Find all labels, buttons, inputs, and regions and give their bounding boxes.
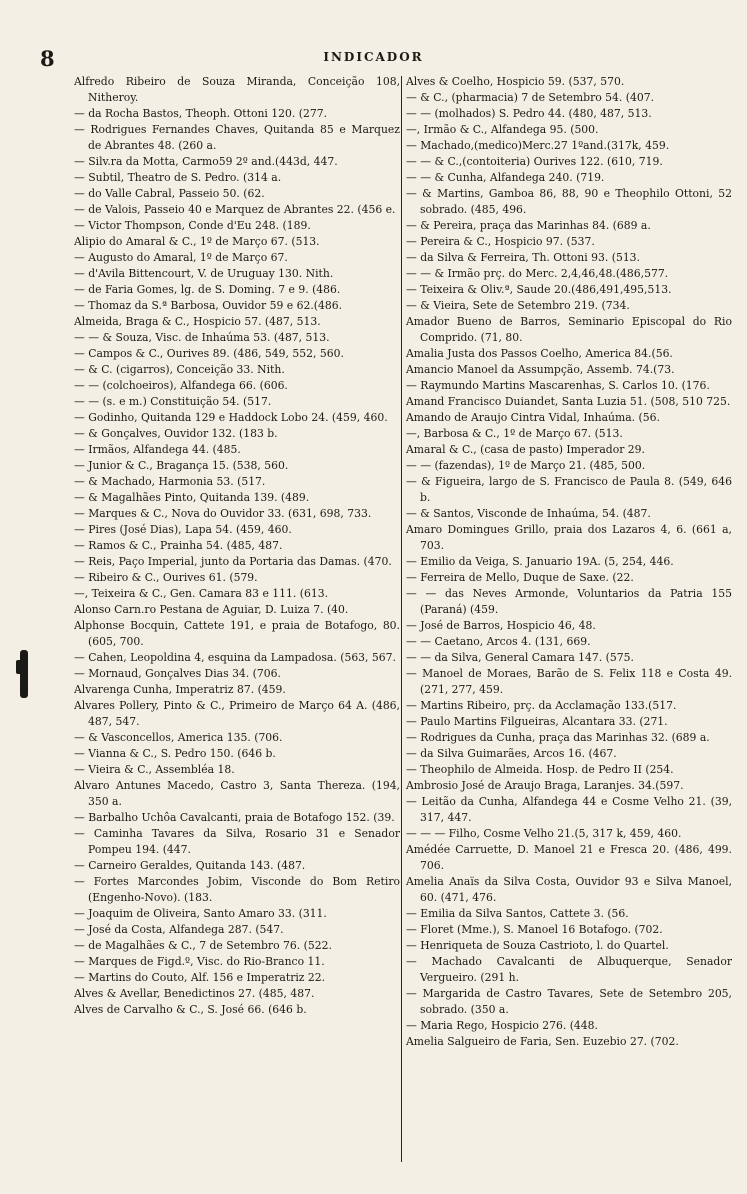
directory-entry: — Emilio da Veiga, S. Januario 19A. (5, 254, 446. <box>406 555 674 568</box>
directory-entry: — — da Silva, General Camara 147. (575. <box>406 651 634 664</box>
directory-columns <box>74 74 732 1168</box>
directory-entry: — Irmãos, Alfandega 44. (485. <box>74 443 241 456</box>
directory-entry: Alfredo Ribeiro de Souza Miranda, Conceição 108, Nitheroy. <box>74 75 400 104</box>
directory-entry: — do Valle Cabral, Passeio 50. (62. <box>74 187 265 200</box>
directory-entry: — da Rocha Bastos, Theoph. Ottoni 120. (277. <box>74 107 328 120</box>
directory-entry: Alves & Avellar, Benedictinos 27. (485, 487. <box>74 987 315 1000</box>
directory-entry: Amaral & C., (casa de pasto) Imperador 29. <box>406 443 645 456</box>
directory-entry: — Rodrigues da Cunha, praça das Marinhas 32. (689 a. <box>406 731 710 744</box>
directory-entry: Amelia Anaïs da Silva Costa, Ouvidor 93 e Silva Manoel, 60. (471, 476. <box>406 875 732 904</box>
directory-entry: Alonso Carn.ro Pestana de Aguiar, D. Luiza 7. (40. <box>74 603 349 616</box>
directory-entry: — — (colchoeiros), Alfandega 66. (606. <box>74 379 288 392</box>
directory-entry: Alvaro Antunes Macedo, Castro 3, Santa Thereza. (194, 350 a. <box>74 779 400 808</box>
directory-entry: — da Silva Guimarães, Arcos 16. (467. <box>406 747 617 760</box>
directory-entry: — Raymundo Martins Mascarenhas, S. Carlos 10. (176. <box>406 379 710 392</box>
directory-entry: — & C. (cigarros), Conceição 33. Nith. <box>74 363 285 376</box>
directory-entry: — Cahen, Leopoldina 4, esquina da Lampadosa. (563, 567. <box>74 651 396 664</box>
directory-entry: — — (molhados) S. Pedro 44. (480, 487, 513. <box>406 107 652 120</box>
directory-entry: — & Magalhães Pinto, Quitanda 139. (489. <box>74 491 310 504</box>
directory-entry: — Vieira & C., Assembléa 18. <box>74 763 235 776</box>
directory-entry: — — — Filho, Cosme Velho 21.(5, 317 k, 459, 460. <box>406 827 682 840</box>
directory-entry: — Ferreira de Mello, Duque de Saxe. (22. <box>406 571 634 584</box>
directory-entry: — Thomaz da S.ª Barbosa, Ouvidor 59 e 62.(486. <box>74 299 343 312</box>
directory-entry: — Mornaud, Gonçalves Dias 34. (706. <box>74 667 281 680</box>
directory-entry: Alves de Carvalho & C., S. José 66. (646 b. <box>74 1003 307 1016</box>
left-column <box>74 74 400 1168</box>
directory-entry: — — Caetano, Arcos 4. (131, 669. <box>406 635 591 648</box>
directory-entry: Alipio do Amaral & C., 1º de Março 67. (513. <box>74 235 320 248</box>
directory-entry: — Machado,(medico)Merc.27 1ºand.(317k, 459. <box>406 139 670 152</box>
directory-entry: — — & C.,(contoiteria) Ourives 122. (610, 719. <box>406 155 663 168</box>
directory-entry: — Joaquim de Oliveira, Santo Amaro 33. (311. <box>74 907 327 920</box>
directory-entry: — Leitão da Cunha, Alfandega 44 e Cosme Velho 21. (39, 317, 447. <box>406 795 732 824</box>
directory-entry: — & Pereira, praça das Marinhas 84. (689 a. <box>406 219 651 232</box>
directory-entry: — Barbalho Uchôa Cavalcanti, praia de Botafogo 152. (39. <box>74 811 395 824</box>
directory-entry: — Godinho, Quitanda 129 e Haddock Lobo 24. (459, 460. <box>74 411 388 424</box>
directory-entry: — Marques de Figd.º, Visc. do Rio-Branco 11. <box>74 955 325 968</box>
directory-entry: — & Gonçalves, Ouvidor 132. (183 b. <box>74 427 278 440</box>
directory-entry: Amédée Carruette, D. Manoel 21 e Fresca 20. (486, 499. 706. <box>406 843 732 872</box>
directory-entry: — Carneiro Geraldes, Quitanda 143. (487. <box>74 859 306 872</box>
directory-entry: — Maria Rego, Hospicio 276. (448. <box>406 1019 598 1032</box>
directory-entry: — Machado Cavalcanti de Albuquerque, Senador Vergueiro. (291 h. <box>406 955 732 984</box>
directory-entry: — da Silva & Ferreira, Th. Ottoni 93. (513. <box>406 251 640 264</box>
directory-entry: —, Barbosa & C., 1º de Março 67. (513. <box>406 427 623 440</box>
directory-entry: — — (fazendas), 1º de Março 21. (485, 500. <box>406 459 646 472</box>
directory-entry: — Vianna & C., S. Pedro 150. (646 b. <box>74 747 276 760</box>
directory-entry: — Victor Thompson, Conde d'Eu 248. (189. <box>74 219 311 232</box>
directory-entry: — — & Irmão prç. do Merc. 2,4,46,48.(486,577. <box>406 267 669 280</box>
directory-entry: — Silv.ra da Motta, Carmo59 2º and.(443d, 447. <box>74 155 338 168</box>
directory-entry: — de Faria Gomes, lg. de S. Doming. 7 e 9. (486. <box>74 283 341 296</box>
page-title: INDICADOR <box>323 50 424 64</box>
directory-entry: — Fortes Marcondes Jobim, Visconde do Bom Retiro (Engenho-Novo). (183. <box>74 875 400 904</box>
directory-entry: — José da Costa, Alfandega 287. (547. <box>74 923 284 936</box>
directory-entry: — — (s. e m.) Constituição 54. (517. <box>74 395 272 408</box>
directory-entry: — Marques & C., Nova do Ouvidor 33. (631, 698, 733. <box>74 507 372 520</box>
directory-entry: Amaro Domingues Grillo, praia dos Lazaros 4, 6. (661 a, 703. <box>406 523 732 552</box>
directory-entry: Amand Francisco Duiandet, Santa Luzia 51. (508, 510 725. <box>406 395 731 408</box>
directory-entry: — Martins do Couto, Alf. 156 e Imperatriz 22. <box>74 971 326 984</box>
column-divider <box>401 76 402 1162</box>
directory-entry: Amancio Manoel da Assumpção, Assemb. 74.(73. <box>406 363 675 376</box>
directory-entry: — Reis, Paço Imperial, junto da Portaria das Damas. (470. <box>74 555 392 568</box>
directory-entry: — Manoel de Moraes, Barão de S. Felix 118 e Costa 49. (271, 277, 459. <box>406 667 732 696</box>
directory-entry: — — & Cunha, Alfandega 240. (719. <box>406 171 605 184</box>
directory-entry: — & C., (pharmacia) 7 de Setembro 54. (407. <box>406 91 655 104</box>
directory-entry: — & Vasconcellos, America 135. (706. <box>74 731 283 744</box>
directory-entry: — & Martins, Gamboa 86, 88, 90 e Theophilo Ottoni, 52 sobrado. (485, 496. <box>406 187 732 216</box>
directory-entry: — d'Avila Bittencourt, V. de Uruguay 130. Nith. <box>74 267 334 280</box>
directory-entry: — Theophilo de Almeida. Hosp. de Pedro II (254. <box>406 763 674 776</box>
directory-entry: —, Irmão & C., Alfandega 95. (500. <box>406 123 599 136</box>
directory-entry: —, Teixeira & C., Gen. Camara 83 e 111. (613. <box>74 587 328 600</box>
right-column <box>406 74 732 1168</box>
directory-entry: Amando de Araujo Cintra Vidal, Inhaúma. (56. <box>406 411 660 424</box>
directory-entry: Amador Bueno de Barros, Seminario Episcopal do Rio Comprido. (71, 80. <box>406 315 732 344</box>
directory-entry: — Martins Ribeiro, prç. da Acclamação 133.(517. <box>406 699 677 712</box>
directory-entry: — Paulo Martins Filgueiras, Alcantara 33. (271. <box>406 715 668 728</box>
directory-entry: — & Santos, Visconde de Inhaúma, 54. (487. <box>406 507 651 520</box>
directory-entry: — Teixeira & Oliv.ª, Saude 20.(486,491,495,513. <box>406 283 672 296</box>
page-number: 8 <box>40 46 55 71</box>
directory-entry: Ambrosio José de Araujo Braga, Laranjes. 34.(597. <box>406 779 684 792</box>
directory-entry: — Emilia da Silva Santos, Cattete 3. (56. <box>406 907 629 920</box>
directory-entry: — — & Souza, Visc. de Inhaúma 53. (487, 513. <box>74 331 330 344</box>
directory-entry: — & Machado, Harmonia 53. (517. <box>74 475 266 488</box>
ink-smudge <box>20 650 28 698</box>
directory-entry: Amalia Justa dos Passos Coelho, America 84.(56. <box>406 347 673 360</box>
directory-entry: — Floret (Mme.), S. Manoel 16 Botafogo. (702. <box>406 923 663 936</box>
directory-entry: — & Figueira, largo de S. Francisco de Paula 8. (549, 646 b. <box>406 475 732 504</box>
directory-entry: — de Magalhães & C., 7 de Setembro 76. (522. <box>74 939 332 952</box>
ink-smudge-small <box>16 660 22 674</box>
directory-entry: — Subtil, Theatro de S. Pedro. (314 a. <box>74 171 282 184</box>
directory-entry: Alvarenga Cunha, Imperatriz 87. (459. <box>74 683 286 696</box>
directory-entry: — Caminha Tavares da Silva, Rosario 31 e Senador Pompeu 194. (447. <box>74 827 400 856</box>
directory-entry: — — das Neves Armonde, Voluntarios da Patria 155 (Paraná) (459. <box>406 587 732 616</box>
directory-entry: — Henriqueta de Souza Castrioto, l. do Quartel. <box>406 939 669 952</box>
directory-entry: — Junior & C., Bragança 15. (538, 560. <box>74 459 289 472</box>
directory-entry: Alves & Coelho, Hospicio 59. (537, 570. <box>406 75 625 88</box>
directory-entry: — Ramos & C., Prainha 54. (485, 487. <box>74 539 283 552</box>
directory-entry: — de Valois, Passeio 40 e Marquez de Abrantes 22. (456 e. <box>74 203 396 216</box>
directory-entry: — Campos & C., Ourives 89. (486, 549, 552, 560. <box>74 347 344 360</box>
directory-entry: — Augusto do Amaral, 1º de Março 67. <box>74 251 288 264</box>
directory-entry: — Pires (José Dias), Lapa 54. (459, 460. <box>74 523 292 536</box>
directory-entry: Amelia Salgueiro de Faria, Sen. Euzebio 27. (702. <box>406 1035 679 1048</box>
directory-entry: — José de Barros, Hospicio 46, 48. <box>406 619 596 632</box>
directory-entry: Alvares Pollery, Pinto & C., Primeiro de Março 64 A. (486, 487, 547. <box>74 699 400 728</box>
page-header <box>40 46 707 70</box>
directory-entry: — Margarida de Castro Tavares, Sete de Setembro 205, sobrado. (350 a. <box>406 987 732 1016</box>
directory-entry: — & Vieira, Sete de Setembro 219. (734. <box>406 299 630 312</box>
directory-entry: — Ribeiro & C., Ourives 61. (579. <box>74 571 258 584</box>
directory-entry: Alphonse Bocquin, Cattete 191, e praia de Botafogo, 80. (605, 700. <box>74 619 400 648</box>
directory-entry: — Rodrigues Fernandes Chaves, Quitanda 85 e Marquez de Abrantes 48. (260 a. <box>74 123 400 152</box>
directory-entry: — Pereira & C., Hospicio 97. (537. <box>406 235 595 248</box>
directory-entry: Almeida, Braga & C., Hospicio 57. (487, 513. <box>74 315 321 328</box>
